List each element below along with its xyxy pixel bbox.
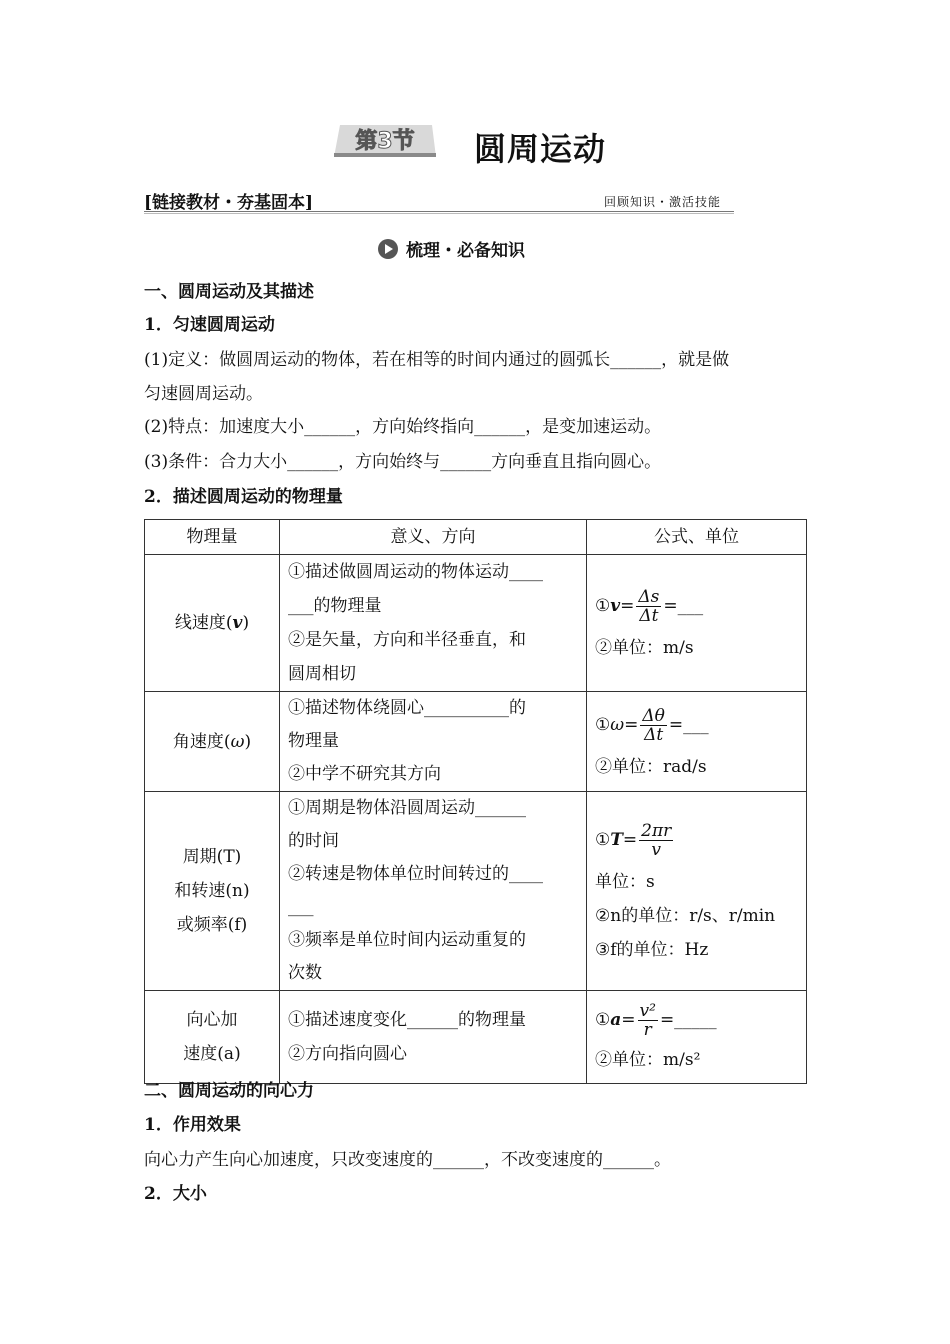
table-header: 公式、单位 [587,520,807,555]
quantity-name: 角速度(ω) [145,692,280,792]
physics-quantities-table [144,519,807,1084]
quantity-formula: ①v= $\frac{\Delta s}{\Delta t}$ =___ ②单位：m/s [587,555,807,692]
table-row [145,555,807,692]
formula-fraction: $\frac{\Delta s}{\Delta t}$ [638,587,660,626]
review-tag: 回顾知识・激活技能 [604,195,722,209]
section-badge [334,123,436,159]
paragraph-condition: (3)条件：合力大小______，方向始终与______方向垂直且指向圆心。 [144,452,662,472]
quantity-name: 向心加 速度(a) [145,991,280,1084]
quantity-formula: ①a= $\frac{\text{v²}}{r}$ =_____ ②单位：m/s² [587,991,807,1084]
heading-1-1: 1．匀速圆周运动 [144,315,275,335]
table-row [145,991,807,1084]
page-title: 圆周运动 [474,130,607,168]
paragraph-effect: 向心力产生向心加速度，只改变速度的______，不改变速度的______。 [144,1150,671,1170]
quantity-meaning: ①周期是物体沿圆周运动______ 的时间 ②转速是物体单位时间转过的____ ___ ③频率是单位时间内运动重复的 次数 [280,792,587,991]
quantity-formula: ①T= $\frac{2\pi r}{v}$ 单位：s ②n的单位：r/s、r/min ③f的单位：Hz [587,792,807,991]
quantity-meaning: ①描述物体绕圆心__________的 物理量 ②中学不研究其方向 [280,692,587,792]
table-header-row [145,520,807,555]
formula-fraction: $\frac{2\pi r}{v}$ [641,821,672,860]
quantity-name: 线速度(v) [145,555,280,692]
play-icon [378,239,398,259]
divider [144,213,734,214]
table-header: 意义、方向 [280,520,587,555]
subsection-label: 梳理・必备知识 [406,241,525,261]
table-header: 物理量 [145,520,280,555]
heading-2-1: 1．作用效果 [144,1115,241,1135]
formula-fraction: $\frac{\Delta\theta}{\Delta t}$ [642,705,665,745]
table-row [145,792,807,991]
heading-1: 一、圆周运动及其描述 [144,282,314,302]
quantity-meaning: ①描述做圆周运动的物体运动____ ___的物理量 ②是矢量，方向和半径垂直，和 圆周相切 [280,555,587,692]
heading-2: 二、圆周运动的向心力 [144,1081,314,1101]
paragraph-definition-2: 匀速圆周运动。 [144,384,263,404]
quantity-formula: ①ω= $\frac{\Delta\theta}{\Delta t}$ =___ ②单位：rad/s [587,692,807,792]
table-row [145,692,807,792]
paragraph-definition-1: (1)定义：做圆周运动的物体，若在相等的时间内通过的圆弧长______，就是做 [144,350,730,370]
heading-1-2: 2．描述圆周运动的物理量 [144,487,343,507]
section-badge-text: 第3节 [355,129,415,154]
paragraph-feature: (2)特点：加速度大小______，方向始终指向______，是变加速运动。 [144,417,662,437]
subsection-title [378,236,525,261]
quantity-meaning: ①描述速度变化______的物理量 ②方向指向圆心 [280,991,587,1084]
divider [144,211,734,212]
bracket-heading: [链接教材・夯基固本] [144,193,314,213]
heading-2-2: 2．大小 [144,1184,207,1204]
formula-fraction: $\frac{\text{v²}}{r}$ [639,1001,656,1040]
quantity-name: 周期(T) 和转速(n) 或频率(f) [145,792,280,991]
